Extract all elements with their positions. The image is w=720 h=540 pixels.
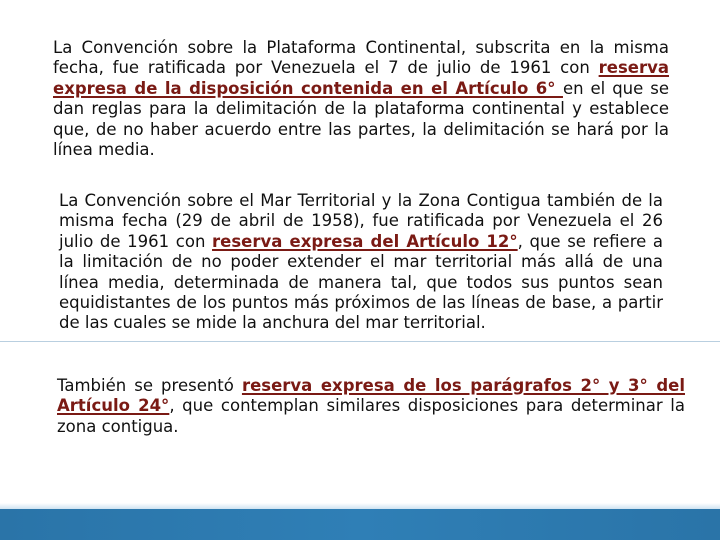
- paragraph-text: , que contemplan similares disposiciones para determinar la zona contigua.: [57, 396, 685, 436]
- paragraph-text: La Convención sobre la Plataforma Continental, subscrita en la misma fecha, fue ratificada por Venezuela el 7 de julio de 1961 con: [53, 38, 669, 78]
- paragraph-zona-contigua: [57, 376, 685, 437]
- highlighted-reservation: reserva expresa de los parágrafos 2° y 3° del Artículo 24°: [57, 376, 685, 416]
- paragraph-plataforma-continental: [53, 38, 669, 160]
- highlighted-reservation: reserva expresa de la disposición contenida en el Artículo 6°: [53, 58, 669, 98]
- divider-line: [0, 341, 720, 342]
- paragraph-mar-territorial: [59, 191, 663, 334]
- paragraph-text: También se presentó: [57, 376, 242, 395]
- footer-band: [0, 509, 720, 540]
- paragraph-text: La Convención sobre el Mar Territorial y la Zona Contigua también de la misma fecha (29 de abril de 1958), fue ratificada por Venezuela el 26 julio de 1961 con: [59, 191, 663, 251]
- paragraph-text: , que se refiere a la limitación de no poder extender el mar territorial más allá de una línea media, determinada de manera tal, que todos sus puntos sean equidistantes de los puntos más próximos de las líneas de base, a partir de las cuales se mide la anchura del mar territorial.: [59, 231, 663, 333]
- highlighted-reservation: reserva expresa del Artículo 12°: [212, 231, 518, 251]
- paragraph-text: en el que se dan reglas para la delimitación de la plataforma continental y establece que, de no haber acuerdo entre las partes, la delimitación se hará por la línea media.: [53, 78, 669, 160]
